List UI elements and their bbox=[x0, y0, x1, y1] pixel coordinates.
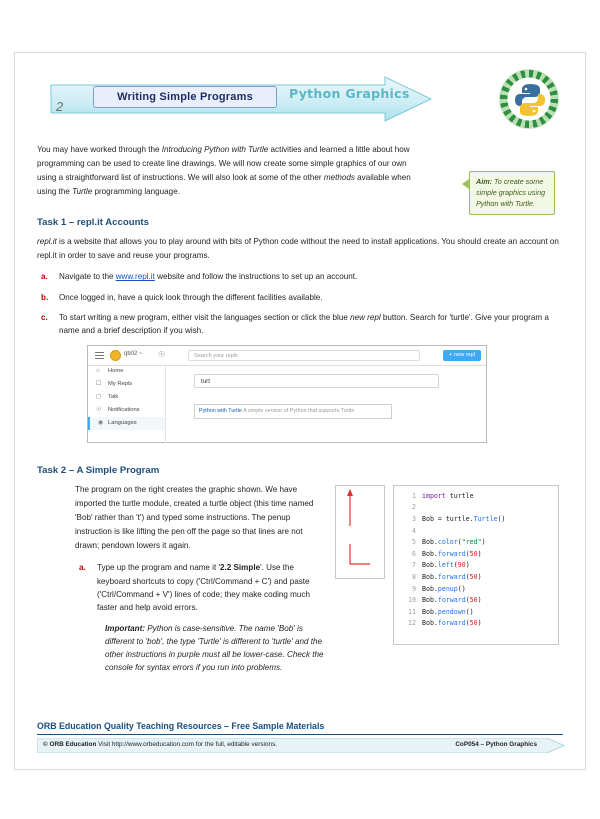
aim-callout bbox=[469, 171, 555, 215]
code-line-text: Bob.forward(50) bbox=[422, 596, 482, 605]
page-content bbox=[37, 67, 565, 674]
code-line-number: 1 bbox=[412, 491, 416, 500]
footer-code: CoP054 – Python Graphics bbox=[455, 741, 537, 748]
task1-intro-em: repl.it bbox=[37, 236, 57, 246]
intro-text-4: programming language. bbox=[92, 186, 180, 196]
replit-sidebar bbox=[88, 365, 166, 443]
code-line bbox=[394, 560, 558, 572]
code-line-number: 12 bbox=[408, 619, 416, 628]
intro-text-1: You may have worked through the bbox=[37, 145, 162, 154]
task2-item-a-bold: 2.2 Simple bbox=[220, 563, 261, 573]
user-avatar-icon[interactable] bbox=[110, 350, 121, 361]
important-label: Important: bbox=[105, 623, 146, 633]
task1-item-a-marker: a. bbox=[41, 272, 48, 282]
sidebar-item-languages-label: Languages bbox=[108, 419, 137, 426]
task1-intro bbox=[37, 235, 565, 263]
banner-page-number: 2 bbox=[56, 99, 64, 114]
aim-label: Aim: bbox=[476, 177, 492, 186]
sidebar-item-notifications[interactable] bbox=[88, 404, 165, 417]
code-line-text: Bob.penup() bbox=[422, 584, 466, 593]
task2-item-a-pre: Type up the program and name it ' bbox=[97, 563, 221, 573]
task2-list bbox=[75, 561, 325, 613]
sidebar-item-notifications-label: Notifications bbox=[108, 406, 140, 413]
python-logo-icon bbox=[499, 69, 559, 129]
code-line-text: Bob.forward(50) bbox=[422, 619, 482, 628]
new-repl-button[interactable]: + new repl bbox=[443, 350, 481, 361]
sidebar-item-home[interactable] bbox=[88, 365, 165, 378]
intro-text-3: available when using the bbox=[37, 172, 411, 196]
python-snake-icon bbox=[514, 83, 546, 117]
code-line bbox=[394, 491, 558, 503]
task1-item-a-pre: Navigate to the bbox=[59, 272, 116, 282]
replit-search-input[interactable]: Search your repls bbox=[188, 350, 420, 361]
code-line-text: Bob.left(90) bbox=[422, 561, 470, 570]
code-line bbox=[394, 618, 558, 630]
sidebar-item-talk-label: Talk bbox=[108, 393, 119, 400]
code-line bbox=[394, 549, 558, 561]
replit-screenshot bbox=[87, 345, 487, 443]
code-line-number: 5 bbox=[412, 538, 416, 547]
bell-icon[interactable]: ☉ bbox=[158, 349, 166, 359]
task1-heading: Task 1 – repl.it Accounts bbox=[37, 216, 149, 228]
aim-callout-tail bbox=[462, 179, 469, 189]
footer-bar bbox=[37, 738, 563, 753]
code-line bbox=[394, 584, 558, 596]
footer-copyright bbox=[43, 741, 277, 748]
task2-item-a bbox=[75, 561, 325, 613]
code-line bbox=[394, 595, 558, 607]
task1-list bbox=[37, 270, 565, 336]
sidebar-item-languages[interactable] bbox=[88, 417, 165, 430]
replit-username: qb02 ~ bbox=[124, 350, 143, 357]
repl-it-link[interactable]: www.repl.it bbox=[115, 272, 155, 282]
task2-section bbox=[37, 483, 565, 674]
task1-item-c-pre: To start writing a new program, either visit the languages section or click the blue bbox=[59, 312, 351, 322]
replit-topbar bbox=[88, 346, 486, 366]
task1-item-a-post: website and follow the instructions to set up an account. bbox=[154, 272, 358, 282]
task2-item-a-marker: a. bbox=[79, 563, 86, 573]
code-line-number: 10 bbox=[408, 596, 416, 605]
code-line-text: import turtle bbox=[422, 491, 474, 500]
footer-title: ORB Education Quality Teaching Resources – Free Sample Materials bbox=[37, 721, 563, 735]
intro-paragraph bbox=[37, 143, 415, 199]
code-panel bbox=[393, 485, 559, 645]
task1-item-c bbox=[37, 311, 565, 337]
footer-copyright-bold: © ORB Education bbox=[43, 741, 97, 748]
code-line bbox=[394, 514, 558, 526]
result-description: A simple version of Python that supports Turtle bbox=[243, 407, 355, 414]
banner-title: Writing Simple Programs bbox=[93, 86, 277, 108]
code-line bbox=[394, 502, 558, 514]
code-line-text: Bob = turtle.Turtle() bbox=[422, 515, 506, 524]
hamburger-icon[interactable] bbox=[95, 352, 104, 359]
task1-item-b bbox=[37, 291, 565, 304]
intro-em-3: Turtle bbox=[72, 186, 93, 196]
code-line-text: Bob.forward(50) bbox=[422, 549, 482, 558]
code-line bbox=[394, 537, 558, 549]
header-banner bbox=[37, 67, 565, 129]
task2-paragraph: The program on the right creates the graphic shown. We have imported the turtle module, created a turtle object (this time named 'Bob' rather than 't') and typed some instructions. The penup instruction is like lifting the pen off the page so that lines are not drawn; pendown lowers it again. bbox=[75, 484, 314, 550]
bell-icon: ☉ bbox=[96, 406, 102, 413]
task1-item-b-text: Once logged in, have a quick look through the different facilities available. bbox=[59, 292, 323, 302]
replit-main-panel bbox=[166, 365, 486, 442]
footer-copyright-text: Visit http://www.orbeducation.com for the full, editable versions. bbox=[96, 741, 278, 748]
intro-text-2: activities and learned a little about how programming can be used to create line drawings. We will now create some simple graphics of our own using a straightforward list of instructions. We will also look at some of the other bbox=[37, 145, 410, 182]
chat-icon: ◻ bbox=[96, 393, 101, 400]
home-icon: ⌂ bbox=[96, 367, 100, 374]
task1-item-a bbox=[37, 270, 565, 283]
code-line-number: 8 bbox=[412, 573, 416, 582]
task1-item-c-em: new repl bbox=[350, 312, 381, 322]
task1-item-c-post: button. Search for 'turtle'. Give your program a name and a brief description if you wish. bbox=[59, 312, 549, 335]
code-line-text: Bob.color("red") bbox=[422, 538, 486, 547]
sidebar-item-talk[interactable] bbox=[88, 391, 165, 404]
code-line bbox=[394, 607, 558, 619]
important-text: Python is case-sensitive. The name 'Bob' is different to 'bob', the type 'Turtle' is different to 'turtle' and the other instructions in purple must all be lower-case. Check the console for syntax errors if you run into problems. bbox=[105, 623, 324, 673]
code-line-text: Bob.forward(50) bbox=[422, 573, 482, 582]
task2-left-column bbox=[75, 483, 325, 674]
aim-text: To create some simple graphics using Python with Turtle. bbox=[476, 177, 546, 208]
task1-intro-text: is a website that allows you to play around with bits of Python code without the need to install applications. You should create an account on repl.it in order to save and reuse your programs. bbox=[37, 236, 559, 260]
turtle-output-graphic bbox=[335, 485, 385, 579]
page-footer bbox=[37, 721, 563, 753]
task2-item-a-post: '. Use the keyboard shortcuts to copy ('Ctrl/Command + C') and paste ('Ctrl/Command + V') lines of code; they make coding much faster and help avoid errors. bbox=[97, 563, 310, 612]
intro-em-2: methods bbox=[323, 172, 355, 182]
code-line bbox=[394, 526, 558, 538]
code-line-number: 7 bbox=[412, 561, 416, 570]
important-note bbox=[105, 622, 325, 674]
folder-icon: ☐ bbox=[96, 380, 102, 387]
globe-icon: ◉ bbox=[98, 419, 104, 426]
code-line bbox=[394, 572, 558, 584]
code-line-number: 6 bbox=[412, 549, 416, 558]
task2-heading: Task 2 – A Simple Program bbox=[37, 464, 160, 476]
sidebar-item-my-repls-label: My Repls bbox=[108, 380, 133, 387]
document-page bbox=[14, 52, 586, 770]
banner-subtitle: Python Graphics bbox=[289, 86, 410, 101]
code-line-number: 9 bbox=[412, 584, 416, 593]
language-search-result[interactable] bbox=[194, 404, 392, 419]
code-line-text: Bob.pendown() bbox=[422, 607, 474, 616]
code-line-number: 11 bbox=[408, 607, 416, 616]
intro-em-1: Introducing Python with Turtle bbox=[161, 145, 269, 154]
code-line-number: 3 bbox=[412, 515, 416, 524]
code-line-number: 4 bbox=[412, 526, 416, 535]
task1-item-c-marker: c. bbox=[41, 312, 48, 322]
sidebar-item-my-repls[interactable] bbox=[88, 378, 165, 391]
language-search-input[interactable]: turt bbox=[194, 374, 439, 388]
result-title: Python with Turtle bbox=[199, 407, 242, 414]
code-line-number: 2 bbox=[412, 503, 416, 512]
sidebar-item-home-label: Home bbox=[108, 367, 124, 374]
task1-item-b-marker: b. bbox=[41, 292, 49, 302]
